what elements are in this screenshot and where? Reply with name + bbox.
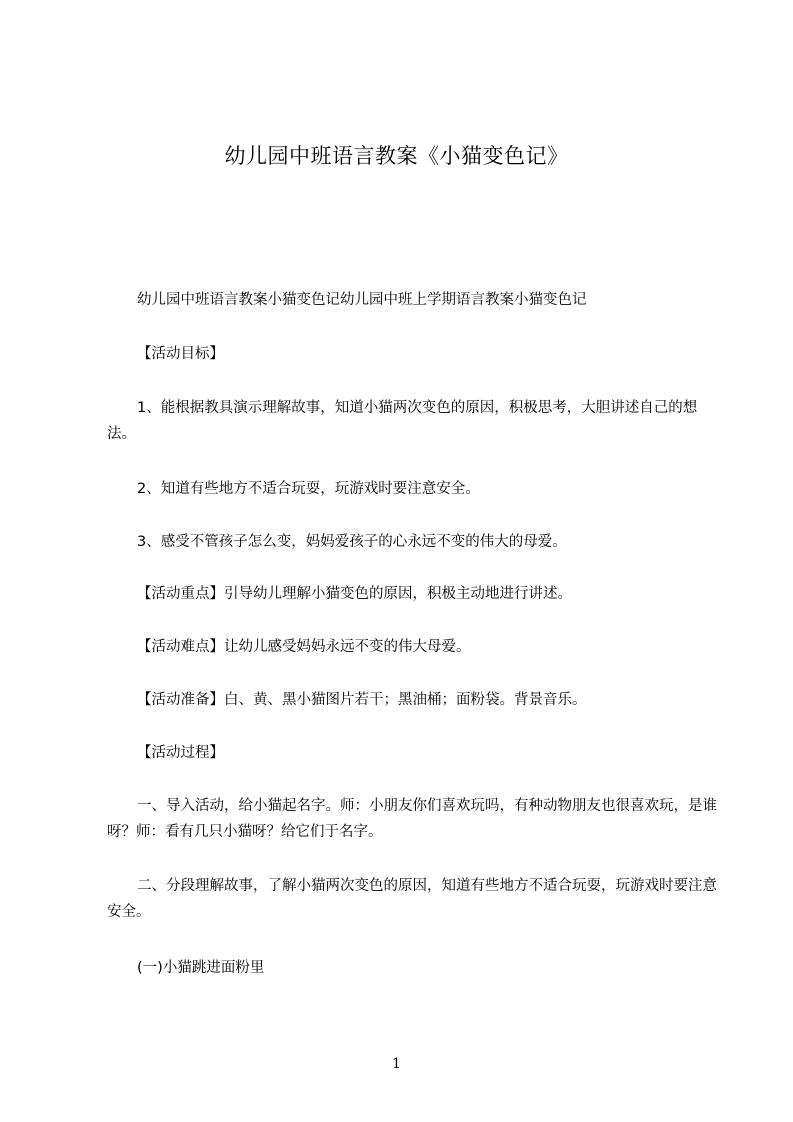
paragraph-text: 二、分段理解故事，了解小猫两次变色的原因，知道有些地方不适合玩耍，玩游戏时要注意安全。 [107,878,717,920]
paragraph-goal-3 [107,529,717,555]
paragraph-text: 3、感受不管孩子怎么变，妈妈爱孩子的心永远不变的伟大的母爱。 [137,534,567,550]
paragraph-text: 2、知道有些地方不适合玩耍，玩游戏时要注意安全。 [137,481,480,497]
paragraph-text: 【活动目标】 [137,346,224,362]
paragraph-process-2 [107,873,717,925]
document-title: 幼儿园中班语言教案《小猫变色记》 [224,144,569,168]
paragraph-difficulty [107,634,717,660]
paragraph-goal-2 [107,476,717,502]
paragraph-text: 1、能根据教具演示理解故事，知道小猫两次变色的原因，积极思考，大胆讲述自己的想法。 [107,400,698,442]
heading-activity-process [107,740,717,766]
paragraph-intro [107,287,717,313]
paragraph-goal-1 [107,395,717,447]
paragraph-text: 【活动重点】引导幼儿理解小猫变色的原因，积极主动地进行讲述。 [137,586,572,602]
page-number: 1 [392,1056,401,1072]
paragraph-preparation [107,687,717,713]
paragraph-text: (一)小猫跳进面粉里 [137,960,265,976]
paragraph-text: 一、导入活动，给小猫起名字。师：小朋友你们喜欢玩吗，有种动物朋友也很喜欢玩，是谁呀？师：看有几只小猫呀？给它们于名字。 [107,798,717,840]
heading-activity-goals [107,341,717,367]
paragraph-process-2-1 [107,955,717,981]
paragraph-text: 幼儿园中班语言教案小猫变色记幼儿园中班上学期语言教案小猫变色记 [137,292,587,308]
paragraph-process-1 [107,793,717,845]
paragraph-text: 【活动过程】 [137,745,224,761]
paragraph-text: 【活动难点】让幼儿感受妈妈永远不变的伟大母爱。 [137,639,471,655]
paragraph-key-point [107,581,717,607]
paragraph-text: 【活动准备】白、黄、黑小猫图片若干；黑油桶；面粉袋。背景音乐。 [137,692,587,708]
